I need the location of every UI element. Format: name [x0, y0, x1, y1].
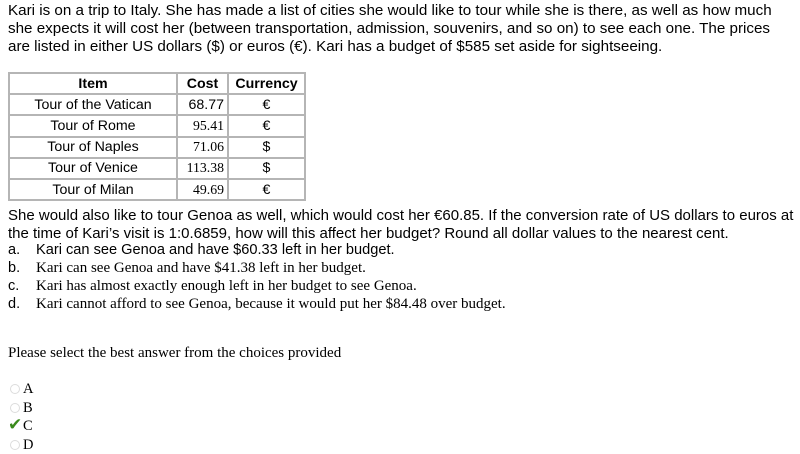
- item-cell: Tour of the Vatican: [9, 94, 177, 115]
- cost-cell: 95.41: [177, 115, 228, 136]
- choice-label: A: [23, 381, 34, 397]
- item-cell: Tour of Naples: [9, 137, 177, 158]
- option-text: Kari can see Genoa and have $60.33 left in her budget.: [36, 242, 395, 258]
- currency-cell: $: [228, 137, 305, 158]
- question-text: She would also like to tour Genoa as well, which would cost her €60.85. If the conversion rate of US dollars to euros at the time of Kari’s visit is 1:0.6859, how will this affect her budget? Round all dollar values to the nearest cent.: [8, 207, 794, 242]
- option-b: [8, 259, 506, 277]
- option-letter: a.: [8, 242, 21, 258]
- item-cell: Tour of Milan: [9, 179, 177, 200]
- header-item: Item: [9, 73, 177, 94]
- currency-cell: €: [228, 115, 305, 136]
- option-letter: b.: [8, 260, 21, 276]
- currency-cell: €: [228, 179, 305, 200]
- header-cost: Cost: [177, 73, 228, 94]
- table-row: [9, 115, 305, 136]
- cost-cell: 68.77: [177, 94, 228, 115]
- option-letter: d.: [8, 296, 21, 312]
- price-table: [8, 72, 306, 201]
- table-row: [9, 94, 305, 115]
- option-d: [8, 295, 506, 313]
- answer-prompt: Please select the best answer from the choices provided: [8, 345, 342, 361]
- checkmark-icon: ✔: [8, 415, 23, 435]
- option-c: [8, 277, 506, 295]
- cost-cell: 113.38: [177, 158, 228, 179]
- choice-label: C: [23, 418, 33, 434]
- option-text: Kari cannot afford to see Genoa, because it would put her $84.48 over budget.: [36, 296, 506, 312]
- table-row: [9, 179, 305, 200]
- table-header-row: [9, 73, 305, 94]
- item-cell: Tour of Venice: [9, 158, 177, 179]
- answer-options: [8, 241, 506, 313]
- currency-cell: $: [228, 158, 305, 179]
- radio-button[interactable]: [10, 440, 20, 450]
- radio-button[interactable]: [10, 403, 20, 413]
- choice-label: B: [23, 399, 33, 416]
- radio-button[interactable]: [10, 384, 20, 394]
- option-letter: c.: [8, 278, 20, 294]
- choice-label: D: [23, 436, 34, 453]
- option-text: Kari has almost exactly enough left in her budget to see Genoa.: [36, 278, 417, 294]
- cost-cell: 49.69: [177, 179, 228, 200]
- header-currency: Currency: [228, 73, 305, 94]
- problem-intro: Kari is on a trip to Italy. She has made a list of cities she would like to tour while she is there, as well as how much she expects it will cost her (between transportation, admission, souvenirs, and so on) to see each one. The prices are listed in either US dollars ($) or euros (€). Kari has a budget of $585 set aside for sightseeing.: [8, 2, 772, 55]
- option-text: Kari can see Genoa and have $41.38 left in her budget.: [36, 260, 366, 276]
- currency-cell: €: [228, 94, 305, 115]
- item-cell: Tour of Rome: [9, 115, 177, 136]
- option-a: [8, 241, 506, 259]
- cost-cell: 71.06: [177, 137, 228, 158]
- table-row: [9, 158, 305, 179]
- table-row: [9, 137, 305, 158]
